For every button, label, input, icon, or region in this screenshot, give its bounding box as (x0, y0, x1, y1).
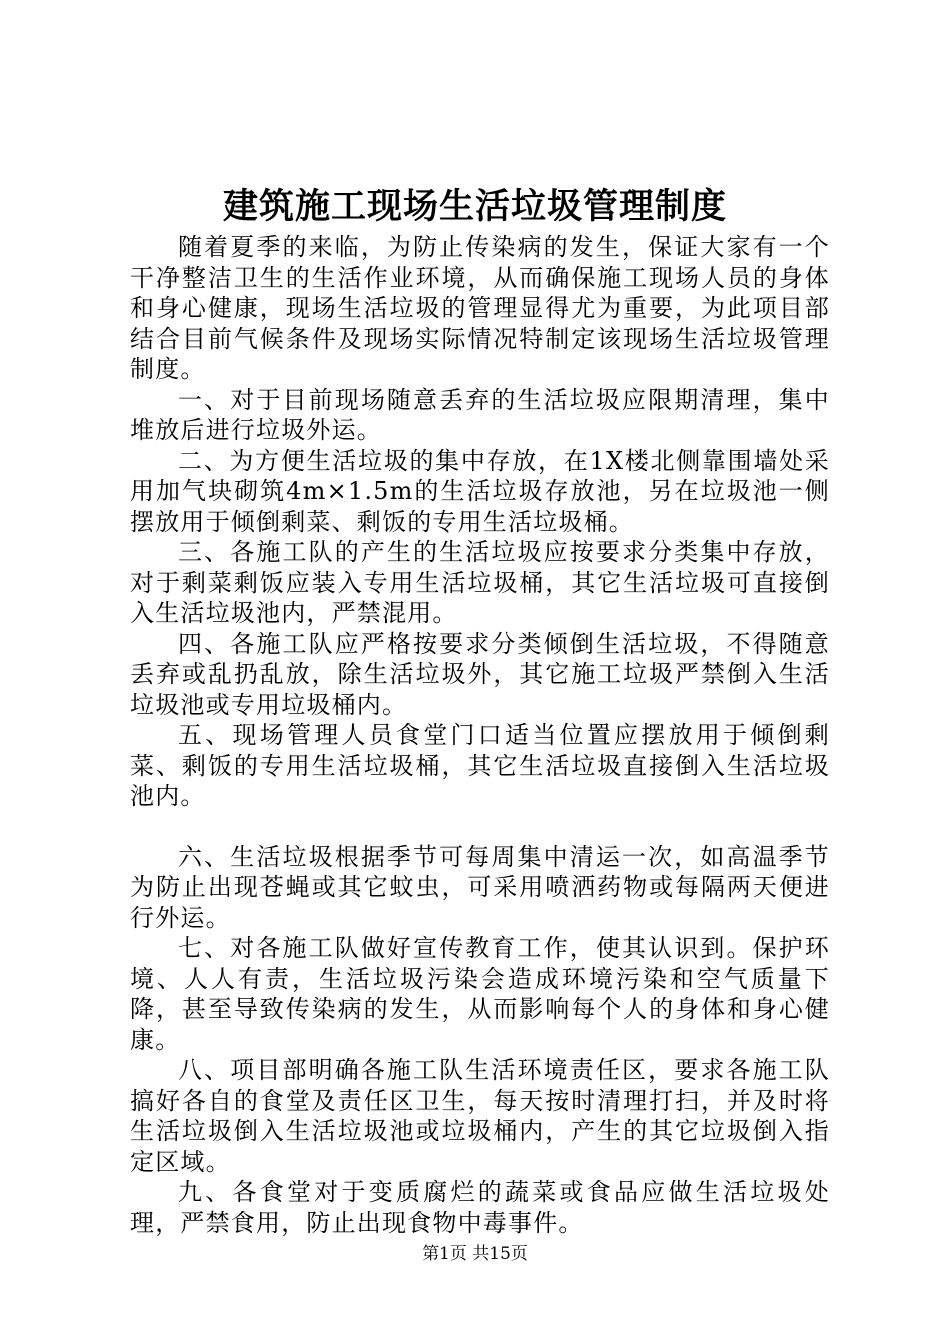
document-body (130, 232, 830, 1238)
paragraph-item-2: 二、为方便生活垃圾的集中存放，在1X楼北侧靠围墙处采用加气块砌筑4m×1.5m的生活垃圾存放池，另在垃圾池一侧摆放用于倾倒剩菜、剩饭的专用生活垃圾桶。 (130, 446, 830, 536)
paragraph-item-4: 四、各施工队应严格按要求分类倾倒生活垃圾，不得随意丢弃或乱扔乱放，除生活垃圾外，其它施工垃圾严禁倒入生活垃圾池或专用垃圾桶内。 (130, 629, 830, 719)
paragraph-item-6: 六、生活垃圾根据季节可每周集中清运一次，如高温季节为防止出现苍蝇或其它蚊虫，可采用喷洒药物或每隔两天便进行外运。 (130, 842, 830, 932)
paragraph-item-9: 九、各食堂对于变质腐烂的蔬菜或食品应做生活垃圾处理，严禁食用，防止出现食物中毒事件。 (130, 1178, 830, 1237)
document-title: 建筑施工现场生活垃圾管理制度 (222, 186, 727, 227)
page-footer: 第1页 共15页 (422, 1244, 528, 1264)
paragraph-item-7: 七、对各施工队做好宣传教育工作，使其认识到。保护环境、人人有责，生活垃圾污染会造成环境污染和空气质量下降，甚至导致传染病的发生，从而影响每个人的身体和身心健康。 (130, 934, 830, 1054)
paragraph-item-5: 五、现场管理人员食堂门口适当位置应摆放用于倾倒剩菜、剩饭的专用生活垃圾桶，其它生活垃圾直接倒入生活垃圾池内。 (130, 721, 830, 810)
paragraph-item-3: 三、各施工队的产生的生活垃圾应按要求分类集中存放，对于剩菜剩饭应装入专用生活垃圾桶，其它生活垃圾可直接倒入生活垃圾池内，严禁混用。 (130, 538, 830, 627)
paragraph-intro: 随着夏季的来临，为防止传染病的发生，保证大家有一个干净整洁卫生的生活作业环境，从而确保施工现场人员的身体和身心健康，现场生活垃圾的管理显得尤为重要，为此项目部结合目前气候条件及现场实际情况特制定该现场生活垃圾管理制度。 (130, 233, 830, 383)
paragraph-item-1: 一、对于目前现场随意丢弃的生活垃圾应限期清理，集中堆放后进行垃圾外运。 (130, 385, 830, 444)
paragraph-item-8: 八、项目部明确各施工队生活环境责任区，要求各施工队搞好各自的食堂及责任区卫生，每天按时清理打扫，并及时将生活垃圾倒入生活垃圾池或垃圾桶内，产生的其它垃圾倒入指定区域。 (130, 1056, 830, 1176)
